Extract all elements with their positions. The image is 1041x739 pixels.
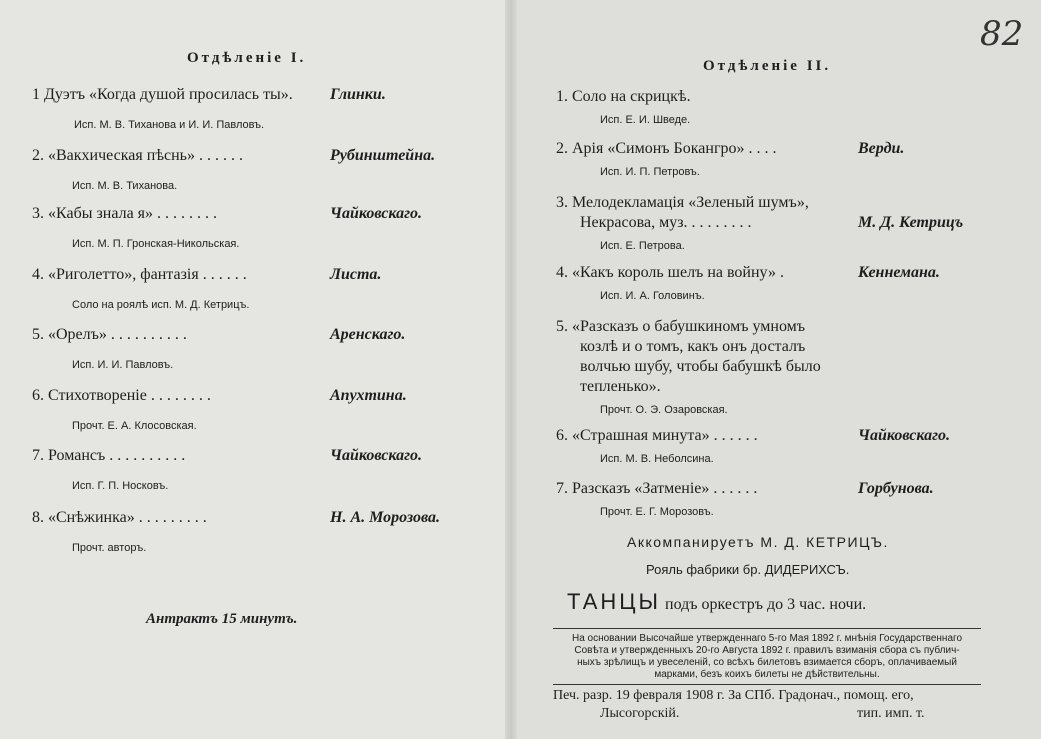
section-title-2: Отдѣленiе II. <box>703 58 832 74</box>
item-composer: Чайковскаго. <box>858 427 951 444</box>
item-performer: Исп. Г. П. Носковъ. <box>72 480 169 492</box>
printer: тип. имп. т. <box>857 706 925 721</box>
item-dots: ...... <box>202 266 251 283</box>
item-performer: Прочт. Е. А. Клосовская. <box>72 420 197 432</box>
item-performer: Исп. Е. Петрова. <box>600 240 685 252</box>
item-composer: Листа. <box>330 266 382 283</box>
program-item-line <box>580 214 1000 232</box>
item-title: «Страшная минута» <box>572 427 710 444</box>
item-performer: Прочт. Е. Г. Морозовъ. <box>600 506 714 518</box>
item-number: 4. <box>32 266 44 283</box>
censorship-line: Печ. разр. 19 февраля 1908 г. За СПб. Градонач., помощ. его, <box>553 688 914 703</box>
item-performer: Исп. М. В. Тиханова и И. И. Павловъ. <box>74 119 265 131</box>
item-dots: ........ <box>157 205 222 222</box>
item-composer: Апухтина. <box>330 387 407 404</box>
program-item-line <box>580 378 1000 396</box>
legal-notice <box>553 628 981 685</box>
item-title: «Риголетто», фантазiя <box>48 266 199 283</box>
item-performer: Исп. И. А. Головинъ. <box>600 290 705 302</box>
program-item <box>32 266 462 284</box>
item-title: Дуэтъ «Когда душой просилась ты». <box>44 86 293 103</box>
item-number: 6. <box>556 427 568 444</box>
item-title: Мелодекламацiя «Зеленый шумъ», <box>572 194 809 211</box>
item-number: 4. <box>556 264 568 281</box>
item-number: 1. <box>556 88 568 105</box>
item-title: «Вакхическая пѣснь» <box>48 147 195 164</box>
page-number: 82 <box>980 14 1024 54</box>
program-item-line <box>556 88 976 106</box>
program-item-line <box>556 427 976 445</box>
item-composer: Верди. <box>858 140 905 157</box>
censor-signer: Лысогорскiй. <box>600 706 680 721</box>
item-dots: ........ <box>150 387 215 404</box>
item-performer: Исп. М. В. Неболсина. <box>600 453 714 465</box>
item-title: Арiя «Симонъ Бокангро» <box>572 140 745 157</box>
dances-line <box>567 589 866 615</box>
program-item <box>32 387 462 405</box>
program-item <box>32 509 462 527</box>
item-title: волчью шубу, чтобы бабушкѣ было <box>580 358 821 375</box>
item-title: Некрасова, муз. <box>580 214 688 231</box>
program-item <box>32 326 462 344</box>
item-performer: Исп. И. П. Петровъ. <box>600 166 700 178</box>
item-dots: .......... <box>109 447 190 464</box>
item-performer: Исп. Е. И. Шведе. <box>600 114 691 126</box>
intermission: Антрактъ 15 минутъ. <box>146 611 298 627</box>
item-performer: Соло на роялѣ исп. М. Д. Кетрицъ. <box>72 299 250 311</box>
item-number: 5. <box>556 318 568 335</box>
item-dots: .......... <box>110 326 191 343</box>
item-dots: ...... <box>198 147 247 164</box>
item-title: «Снѣжинка» <box>48 509 135 526</box>
item-number: 8. <box>32 509 44 526</box>
item-title: Разсказъ «Затменiе» <box>572 480 710 497</box>
item-dots: ........ <box>691 214 756 231</box>
item-dots: ......... <box>138 509 211 526</box>
item-number: 1 <box>32 86 40 103</box>
item-dots: .... <box>748 140 781 157</box>
page-fold <box>505 0 517 739</box>
item-performer: Исп. М. П. Гронская-Никольская. <box>72 238 240 250</box>
item-title: «Какъ король шелъ на войну» <box>572 264 776 281</box>
item-dots: . <box>779 264 788 281</box>
item-title: козлѣ и о томъ, какъ онъ досталъ <box>580 338 806 355</box>
item-title: «Разсказъ о бабушкиномъ умномъ <box>572 318 806 335</box>
item-dots: ...... <box>713 427 762 444</box>
program-item-line <box>556 264 976 282</box>
item-number: 6. <box>32 387 44 404</box>
item-composer: Чайковскаго. <box>330 205 423 222</box>
item-title: Стихотворенiе <box>48 387 147 404</box>
item-composer: Глинки. <box>330 86 386 103</box>
dances-text: подъ оркестръ до 3 час. ночи. <box>665 596 867 613</box>
item-performer: Исп. И. И. Павловъ. <box>72 359 174 371</box>
item-composer: Чайковскаго. <box>330 447 423 464</box>
legal-line: Совѣта и утвержденныхъ 20-го Августа 1892 г. правилъ взиманiя сбора съ публич- <box>574 645 960 656</box>
legal-line: марками, безъ коихъ билеты не дѣйствительны. <box>654 669 880 680</box>
item-composer: Аренскаго. <box>330 326 406 343</box>
item-composer: Кеннемана. <box>858 264 940 281</box>
program-item <box>32 147 462 165</box>
item-title: «Орелъ» <box>48 326 107 343</box>
item-dots: ...... <box>713 480 762 497</box>
item-composer: Горбунова. <box>858 480 934 497</box>
item-performer: Прочт. авторъ. <box>72 542 147 554</box>
item-number: 3. <box>556 194 568 211</box>
item-composer: Рубинштейна. <box>330 147 436 164</box>
program-item-line <box>580 338 1000 356</box>
item-number: 5. <box>32 326 44 343</box>
item-title: Романсъ <box>48 447 106 464</box>
program-item <box>32 447 462 465</box>
program-item-line <box>556 480 976 498</box>
item-number: 3. <box>32 205 44 222</box>
legal-line: ныхъ зрѣлищъ и увеселенiй, со всѣхъ билетовъ взимается сборъ, оплачиваемый <box>577 657 957 668</box>
item-title: «Кабы знала я» <box>48 205 154 222</box>
program-item <box>32 86 462 104</box>
program-item-line <box>556 194 976 212</box>
item-performer: Исп. М. В. Тиханова. <box>72 180 178 192</box>
item-number: 7. <box>556 480 568 497</box>
item-number: 2. <box>32 147 44 164</box>
program-item-line <box>580 358 1000 376</box>
item-number: 7. <box>32 447 44 464</box>
dances-heading: ТАНЦЫ <box>567 589 662 614</box>
program-item <box>32 205 462 223</box>
item-title: Соло на скрицкѣ. <box>572 88 691 105</box>
section-title-1: Отдѣленiе I. <box>187 50 307 66</box>
item-title: тепленько». <box>580 378 661 395</box>
item-number: 2. <box>556 140 568 157</box>
accompanist: Аккомпанируетъ М. Д. КЕТРИЦЪ. <box>627 534 889 550</box>
legal-line: На основании Высочайше утвержденнаго 5-го Мая 1892 г. мнѣнiя Государственнаго <box>571 633 963 644</box>
piano-maker: Рояль фабрики бр. ДИДЕРИХСЪ. <box>646 562 850 577</box>
program-item-line <box>556 140 976 158</box>
program-item-line <box>556 318 976 336</box>
item-performer: Прочт. О. Э. Озаровская. <box>600 404 728 416</box>
item-composer: М. Д. Кетрицъ <box>858 214 964 231</box>
item-composer: Н. А. Морозова. <box>330 509 440 526</box>
